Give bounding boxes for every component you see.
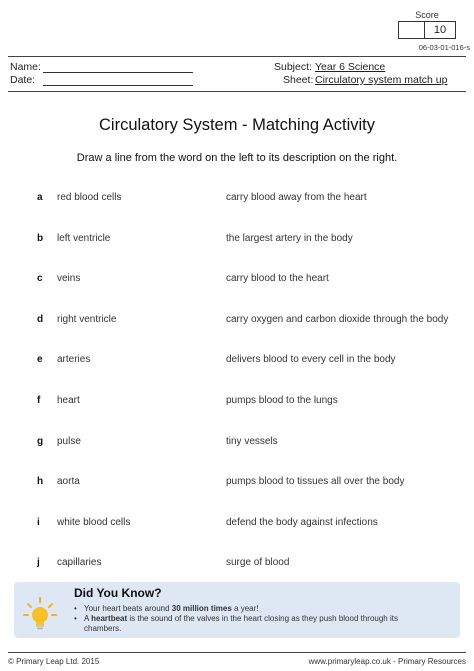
score-label: Score bbox=[415, 10, 439, 20]
term-word[interactable]: heart bbox=[57, 395, 80, 406]
fact-2 bbox=[74, 614, 444, 634]
score-total: 10 bbox=[433, 24, 447, 36]
term-word[interactable]: red blood cells bbox=[57, 192, 122, 203]
bullet: • bbox=[74, 604, 77, 613]
term-word[interactable]: veins bbox=[57, 273, 81, 284]
row-letter: i bbox=[37, 517, 40, 528]
fact-2-bold: heartbeat bbox=[91, 614, 128, 623]
row-letter: g bbox=[37, 436, 44, 447]
row-letter: c bbox=[37, 273, 43, 284]
sheet-value: Circulatory system match up bbox=[315, 74, 448, 86]
term-description[interactable]: carry oxygen and carbon dioxide through the body bbox=[226, 314, 449, 325]
subject-label: Subject: bbox=[274, 61, 312, 73]
header-divider bbox=[8, 91, 466, 92]
did-you-know-title: Did You Know? bbox=[74, 586, 162, 600]
term-word[interactable]: white blood cells bbox=[57, 517, 131, 528]
name-field[interactable] bbox=[43, 61, 193, 73]
matching-row bbox=[0, 314, 474, 330]
term-word[interactable]: capillaries bbox=[57, 557, 102, 568]
term-word[interactable]: arteries bbox=[57, 354, 91, 365]
name-label: Name: bbox=[10, 61, 41, 73]
matching-row bbox=[0, 192, 474, 208]
row-letter: e bbox=[37, 354, 43, 365]
term-description[interactable]: defend the body against infections bbox=[226, 517, 378, 528]
matching-row bbox=[0, 557, 474, 573]
instruction-text: Draw a line from the word on the left to its description on the right. bbox=[76, 152, 398, 164]
matching-row bbox=[0, 273, 474, 289]
term-word[interactable]: right ventricle bbox=[57, 314, 117, 325]
row-letter: a bbox=[37, 192, 43, 203]
bullet: • bbox=[74, 614, 77, 623]
worksheet-code: 06-03-01-016-s bbox=[418, 43, 470, 52]
subject-value: Year 6 Science bbox=[315, 61, 386, 73]
term-word[interactable]: aorta bbox=[57, 476, 80, 487]
date-label: Date: bbox=[10, 74, 36, 86]
fact-1-post: a year! bbox=[231, 604, 259, 613]
score-entry-cell bbox=[399, 22, 425, 38]
matching-row bbox=[0, 354, 474, 370]
score-box bbox=[398, 21, 456, 39]
matching-row bbox=[0, 517, 474, 533]
footer-divider bbox=[8, 652, 466, 653]
row-letter: h bbox=[37, 476, 44, 487]
term-description[interactable]: tiny vessels bbox=[226, 436, 278, 447]
term-description[interactable]: delivers blood to every cell in the body bbox=[226, 354, 396, 365]
term-word[interactable]: pulse bbox=[57, 436, 81, 447]
fact-1-pre: Your heart beats around bbox=[84, 604, 172, 613]
footer-copyright: © Primary Leap Ltd. 2015 bbox=[8, 657, 100, 666]
row-letter: f bbox=[37, 395, 41, 406]
matching-row bbox=[0, 476, 474, 492]
term-description[interactable]: surge of blood bbox=[226, 557, 290, 568]
term-description[interactable]: the largest artery in the body bbox=[226, 233, 353, 244]
fact-2-pre: A bbox=[84, 614, 92, 623]
term-description[interactable]: pumps blood to the lungs bbox=[226, 395, 338, 406]
fact-2-post: is the sound of the valves in the heart closing as they push blood through its bbox=[127, 614, 398, 623]
fact-1-bold: 30 million times bbox=[171, 604, 232, 613]
matching-row bbox=[0, 233, 474, 249]
term-description[interactable]: carry blood away from the heart bbox=[226, 192, 367, 203]
term-description[interactable]: pumps blood to tissues all over the body bbox=[226, 476, 405, 487]
page-title: Circulatory System - Matching Activity bbox=[99, 116, 375, 134]
fact-1 bbox=[74, 604, 444, 614]
row-letter: d bbox=[37, 314, 44, 325]
lightbulb-icon bbox=[22, 596, 58, 632]
top-divider bbox=[8, 56, 466, 57]
term-description[interactable]: carry blood to the heart bbox=[226, 273, 329, 284]
footer-website: www.primaryleap.co.uk - Primary Resources bbox=[308, 657, 466, 666]
date-field[interactable] bbox=[43, 74, 193, 86]
fact-2-continued: chambers. bbox=[84, 624, 122, 633]
matching-row bbox=[0, 436, 474, 452]
sheet-label: Sheet: bbox=[283, 74, 314, 86]
row-letter: b bbox=[37, 233, 44, 244]
matching-row bbox=[0, 395, 474, 411]
term-word[interactable]: left ventricle bbox=[57, 233, 111, 244]
row-letter: j bbox=[37, 557, 40, 568]
